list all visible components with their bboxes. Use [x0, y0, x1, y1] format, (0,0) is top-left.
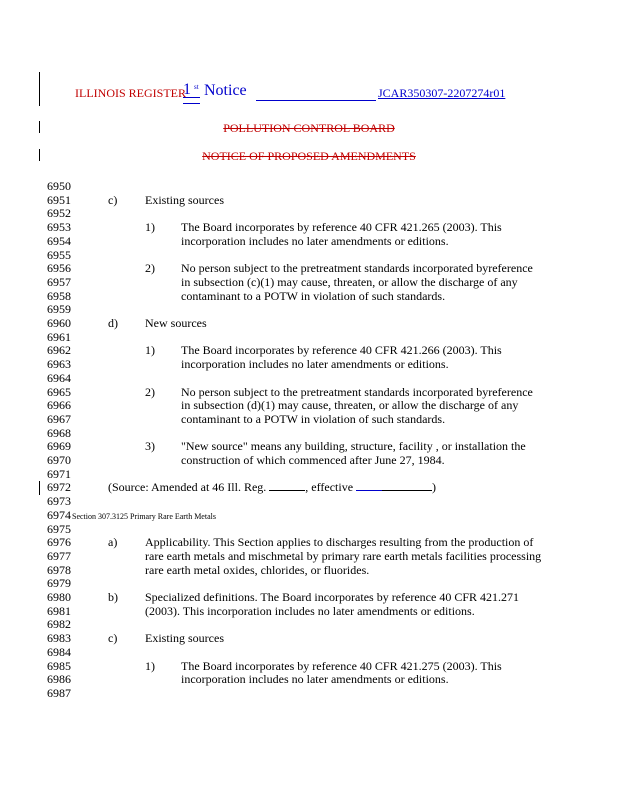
paragraph-text: The Board incorporates by reference 40 CFR 421.266 (2003). This: [181, 343, 502, 358]
subsection-text: rare earth metals and mischmetal by primary rare earth metals facilities processing: [145, 548, 542, 563]
line-number: 6955: [47, 247, 71, 262]
notice-number: 1: [183, 81, 191, 98]
board-title: POLLUTION CONTROL BOARD: [223, 121, 395, 135]
line-number: 6969: [47, 439, 71, 454]
source-note-effective: , effective: [305, 480, 357, 495]
header-underline: [256, 100, 376, 101]
line-number: 6953: [47, 220, 71, 235]
line-number: 6962: [47, 343, 71, 358]
subsection-heading: Existing sources: [145, 192, 224, 207]
line-number: 6967: [47, 411, 71, 426]
subsection-heading: New sources: [145, 316, 207, 330]
paragraph-label: 2): [145, 384, 155, 399]
paragraph-label: 1): [145, 343, 155, 358]
line-number: 6977: [47, 548, 71, 563]
line-number: 6951: [47, 192, 71, 207]
line-number: 6976: [47, 535, 71, 550]
line-number: 6960: [47, 316, 71, 330]
effective-date-blank-inserted: [356, 480, 382, 491]
paragraph-label: 1): [145, 220, 155, 235]
line-number: 6987: [47, 685, 71, 700]
line-number: 6956: [47, 261, 71, 276]
line-number: 6980: [47, 590, 71, 604]
subsection-text: rare earth metal oxides, chlorides, or fluorides.: [145, 562, 370, 577]
subsection-text: Applicability. This Section applies to discharges resulting from the production of: [145, 535, 534, 550]
notice-number-suffix: st: [194, 83, 199, 91]
line-number: 6972: [47, 480, 71, 495]
notice-label: Notice: [204, 82, 247, 99]
line-number: 6964: [47, 370, 71, 385]
line-number: 6974: [47, 507, 71, 522]
subsection-label: d): [108, 316, 118, 330]
source-note-close: ): [432, 480, 437, 495]
line-number: 6950: [47, 179, 71, 193]
paragraph-text: contaminant to a POTW in violation of such standards.: [181, 288, 446, 303]
line-number: 6984: [47, 644, 71, 659]
paragraph-label: 1): [145, 658, 155, 673]
paragraph-text: The Board incorporates by reference 40 CFR 421.275 (2003). This: [181, 658, 502, 673]
subsection-label: c): [108, 192, 118, 207]
line-number: 6966: [47, 398, 71, 413]
line-number: 6973: [47, 494, 71, 509]
line-number: 6979: [47, 576, 71, 591]
paragraph-text: "New source" means any building, structure, facility , or installation the: [181, 439, 526, 454]
subsection-label: b): [108, 590, 118, 604]
subsection-label: c): [108, 631, 118, 646]
paragraph-text: in subsection (c)(1) may cause, threaten, or allow the discharge of any: [181, 274, 518, 289]
line-number: 6957: [47, 274, 71, 289]
subsection-heading: Existing sources: [145, 631, 224, 646]
line-number: 6959: [47, 302, 71, 317]
line-number: 6975: [47, 521, 71, 536]
change-bar: [39, 481, 40, 495]
paragraph-label: 2): [145, 261, 155, 276]
line-number: 6965: [47, 384, 71, 399]
effective-date-blank: [382, 480, 432, 491]
line-number: 6954: [47, 233, 71, 248]
line-number: 6985: [47, 658, 71, 673]
line-number: 6983: [47, 631, 71, 646]
subsection-label: a): [108, 535, 118, 550]
line-number: 6968: [47, 425, 71, 440]
source-note-prefix: (Source: Amended at 46 Ill. Reg.: [108, 480, 270, 495]
line-number: 6970: [47, 453, 71, 467]
line-number: 6982: [47, 617, 71, 632]
paragraph-text: No person subject to the pretreatment standards incorporated byreference: [181, 261, 533, 276]
subsection-text: (2003). This incorporation includes no later amendments or editions.: [145, 603, 475, 618]
insert-mark: [183, 97, 200, 104]
notice-title: NOTICE OF PROPOSED AMENDMENTS: [202, 149, 416, 163]
source-note: [108, 480, 436, 494]
section-heading: Section 307.3125 Primary Rare Earth Metals: [72, 512, 216, 521]
register-page-blank: [269, 480, 305, 491]
change-bar: [39, 72, 40, 106]
line-number: 6971: [47, 466, 71, 481]
line-number: 6981: [47, 603, 71, 618]
paragraph-text: incorporation includes no later amendments or editions.: [181, 672, 449, 687]
paragraph-label: 3): [145, 439, 155, 454]
line-number: 6952: [47, 206, 71, 221]
line-number: 6986: [47, 672, 71, 687]
paragraph-text: contaminant to a POTW in violation of such standards.: [181, 411, 446, 426]
paragraph-text: in subsection (d)(1) may cause, threaten, or allow the discharge of any: [181, 398, 519, 413]
paragraph-text: incorporation includes no later amendments or editions.: [181, 233, 449, 248]
line-number: 6958: [47, 288, 71, 303]
line-number: 6963: [47, 357, 71, 372]
paragraph-text: construction of which commenced after June 27, 1984.: [181, 453, 445, 467]
paragraph-text: The Board incorporates by reference 40 CFR 421.265 (2003). This: [181, 220, 502, 235]
subsection-text: Specialized definitions. The Board incorporates by reference 40 CFR 421.271: [145, 590, 520, 604]
line-number: 6961: [47, 329, 71, 344]
jcar-code: JCAR350307-2207274r01: [378, 86, 506, 100]
paragraph-text: incorporation includes no later amendments or editions.: [181, 357, 449, 372]
paragraph-text: No person subject to the pretreatment standards incorporated byreference: [181, 384, 533, 399]
register-title: ILLINOIS REGISTER: [75, 86, 186, 100]
line-number: 6978: [47, 562, 71, 577]
